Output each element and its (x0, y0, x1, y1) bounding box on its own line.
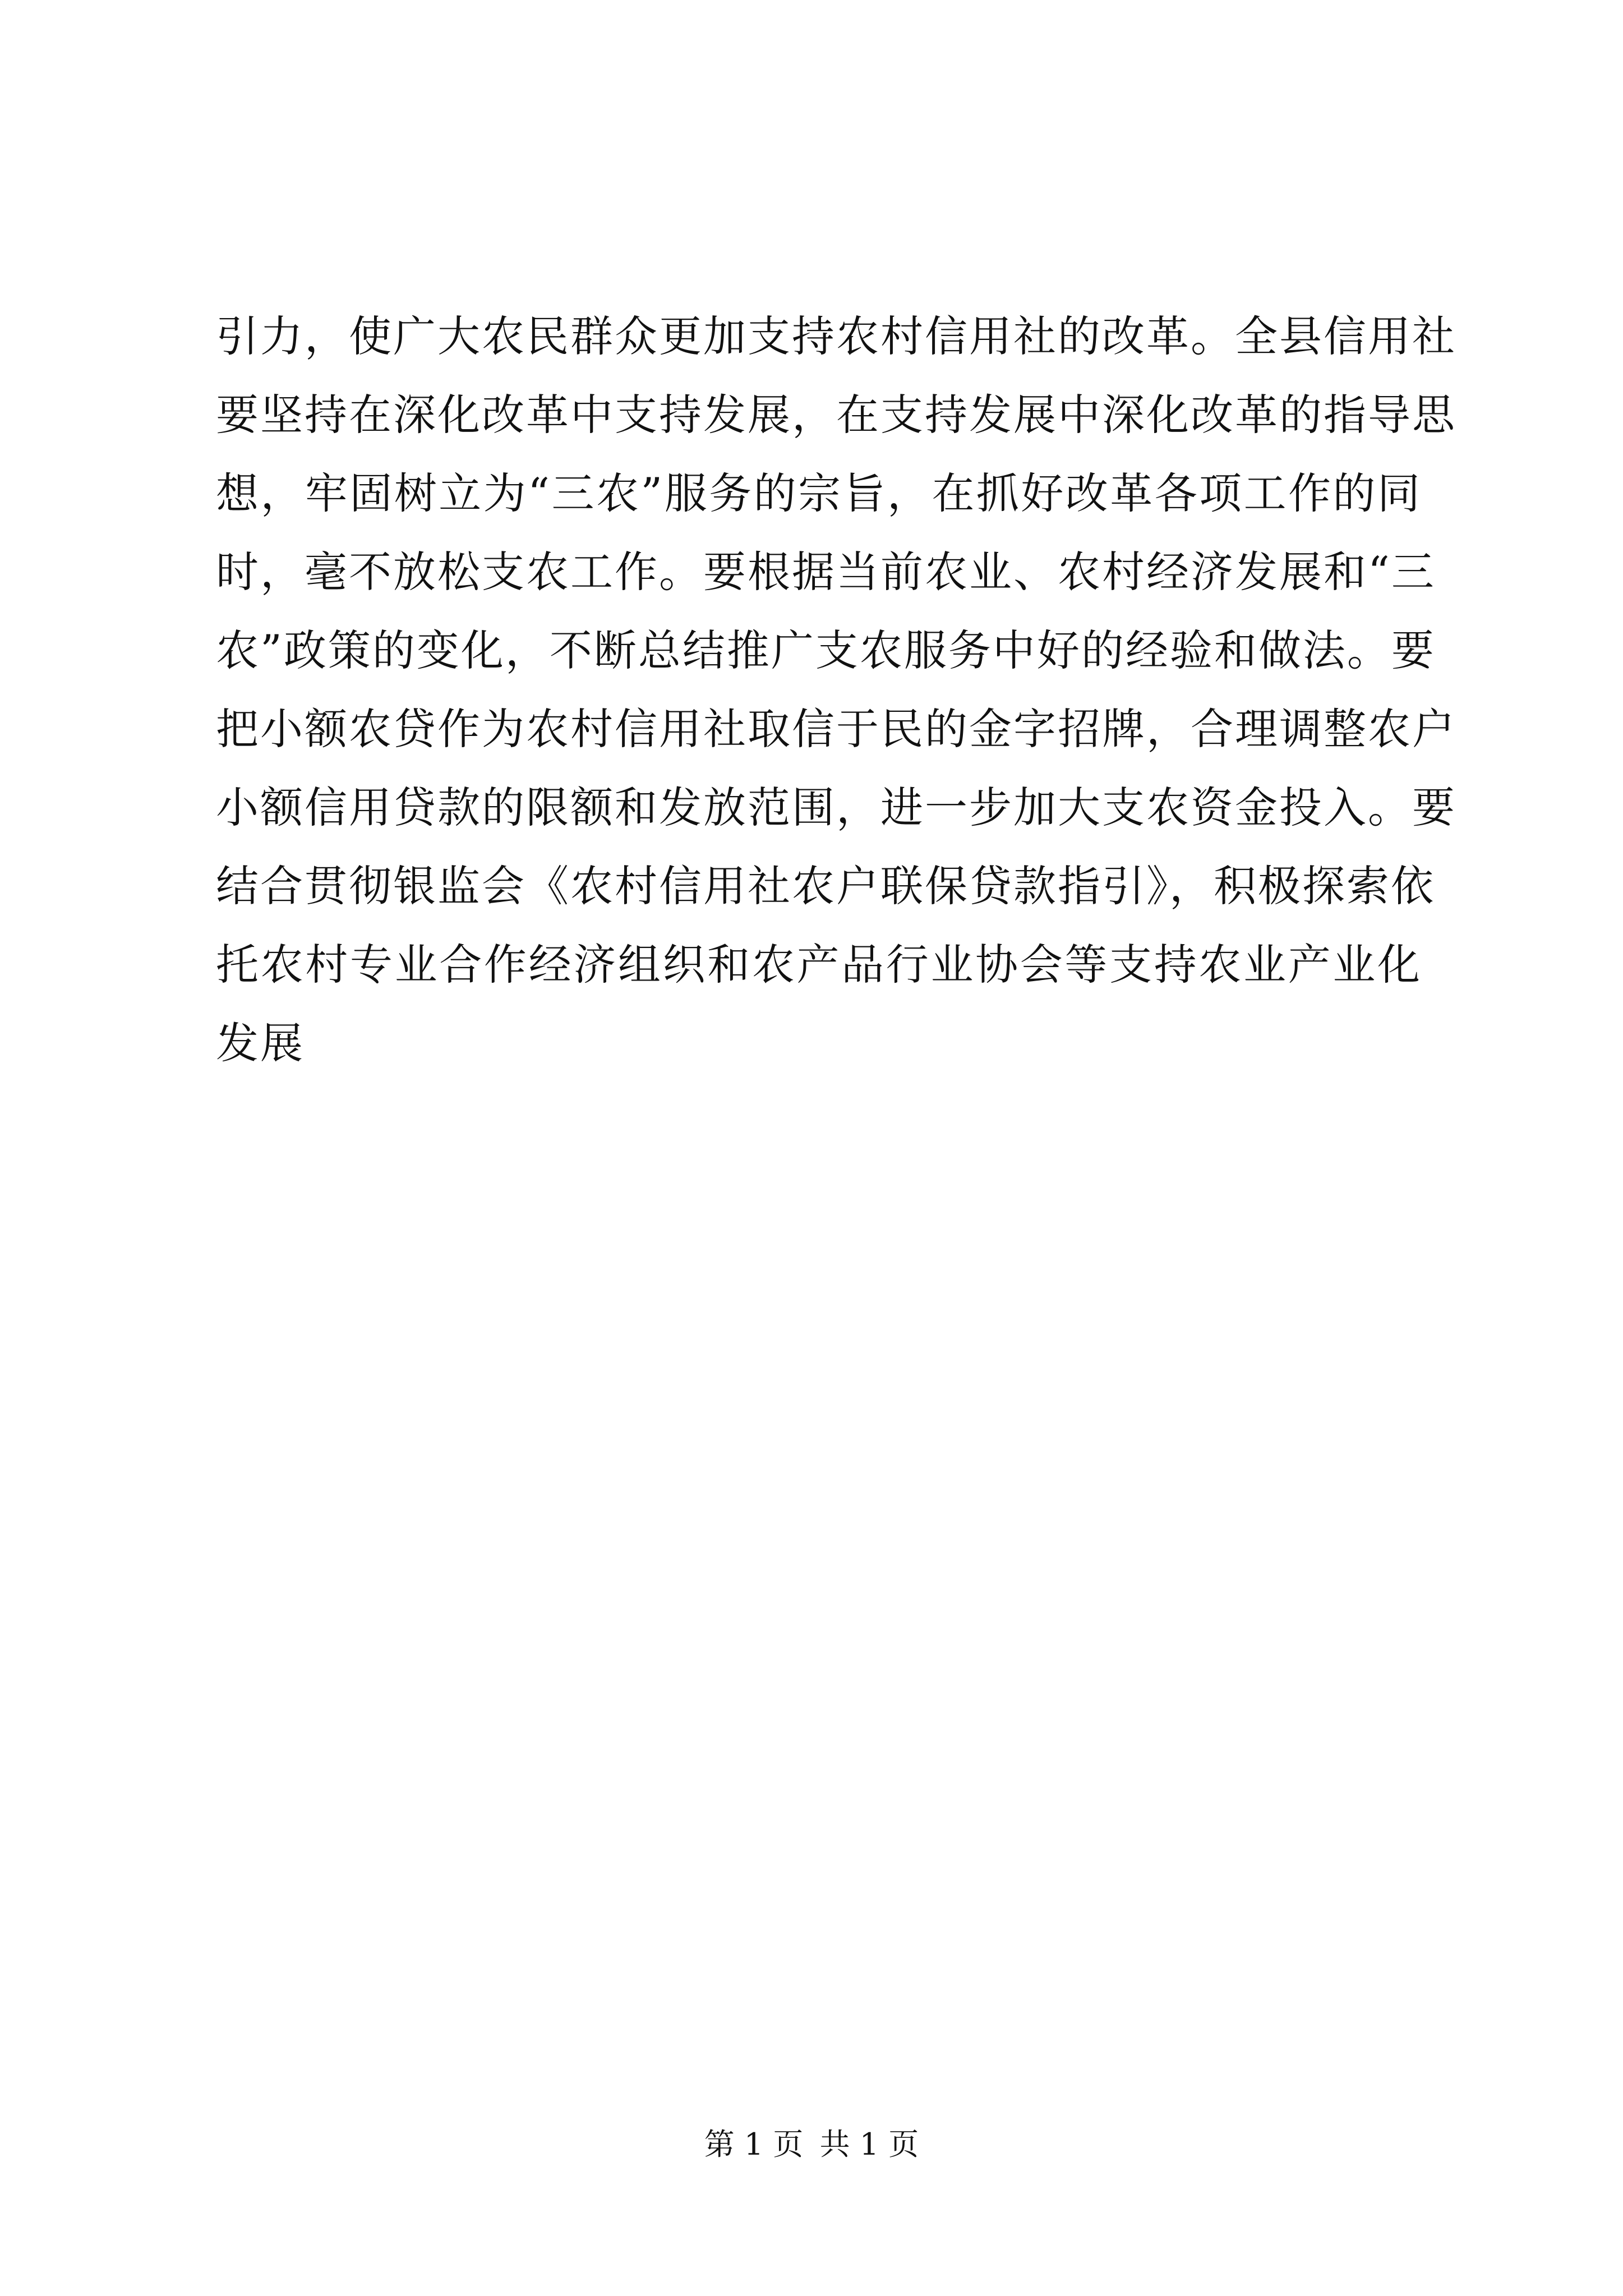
text-line: 想，牢固树立为“三农”服务的宗旨，在抓好改革各项工作的同 (216, 468, 1422, 518)
text-line: 把小额农贷作为农村信用社取信于民的金字招牌，合理调整农户 (216, 704, 1456, 754)
page-number: 第 1 页 (704, 2127, 804, 2162)
text-line: 发展 (216, 1018, 305, 1068)
text-line: 托农村专业合作经济组织和农产品行业协会等支持农业产业化 (216, 940, 1422, 990)
page-footer (0, 2125, 1623, 2164)
text-line: 结合贯彻银监会《农村信用社农户联保贷款指引》，积极探索依 (216, 861, 1435, 911)
body-paragraph (216, 297, 1456, 1083)
text-line: 农”政策的变化，不断总结推广支农服务中好的经验和做法。要 (216, 625, 1436, 675)
page-total: 共 1 页 (819, 2127, 919, 2162)
text-line: 时，毫不放松支农工作。要根据当前农业、农村经济发展和“三 (216, 547, 1436, 597)
text-line: 小额信用贷款的限额和发放范围，进一步加大支农资金投入。要 (216, 783, 1456, 832)
text-line: 要坚持在深化改革中支持发展，在支持发展中深化改革的指导思 (216, 390, 1456, 440)
text-line: 引力，使广大农民群众更加支持农村信用社的改革。全县信用社 (216, 311, 1456, 361)
